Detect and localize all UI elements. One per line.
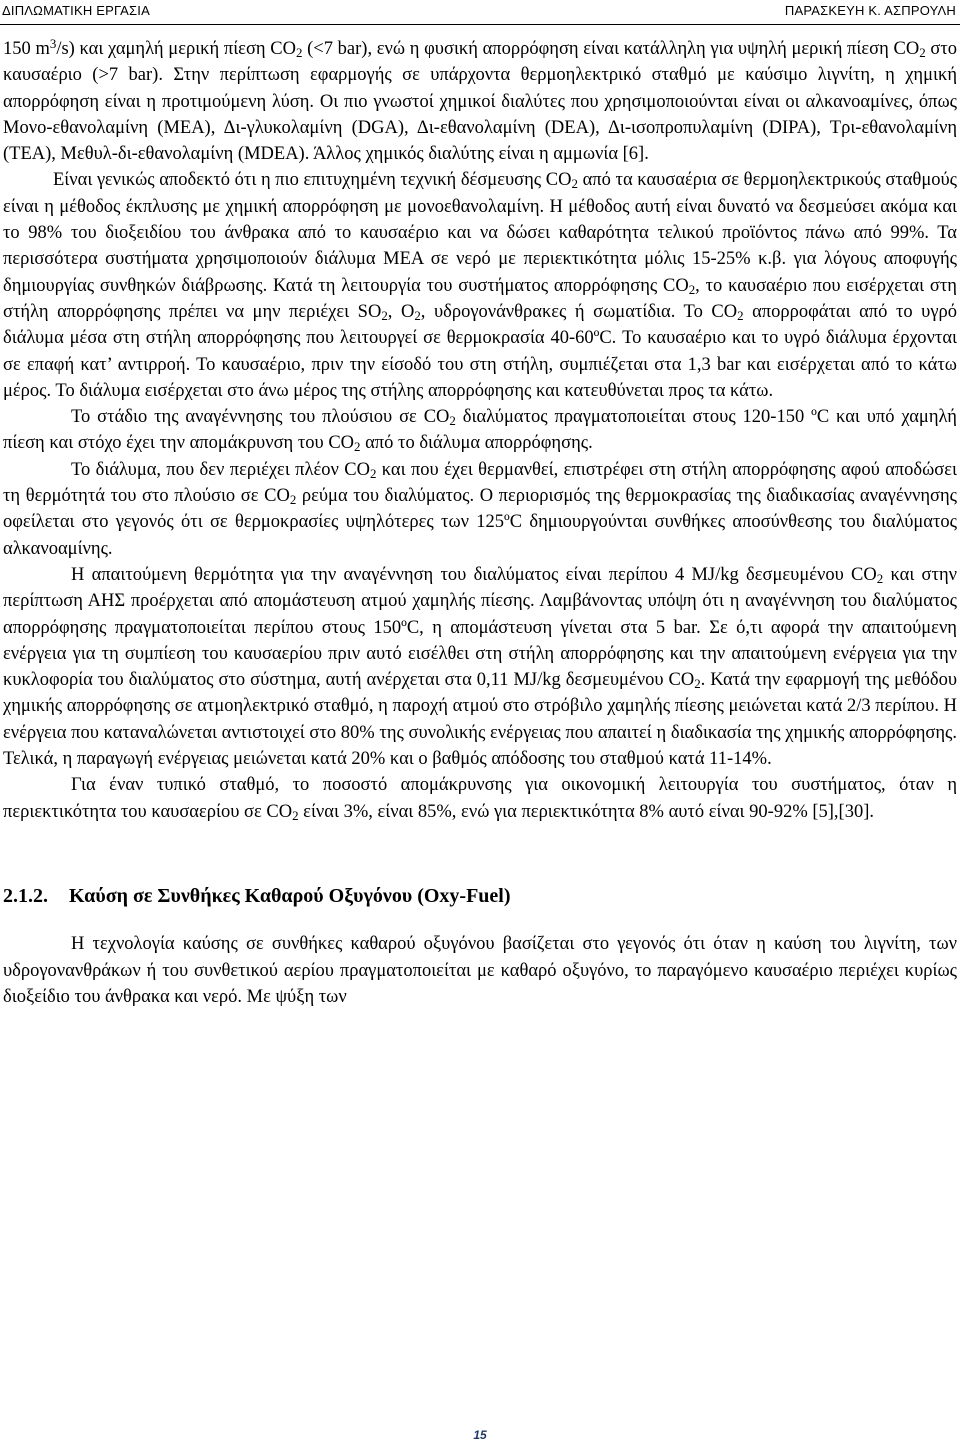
document-body [3, 36, 957, 1010]
header-author-name: ΠΑΡΑΣΚΕΥΗ Κ. ΑΣΠΡΟΥΛΗ [784, 3, 956, 18]
paragraph-7: Η τεχνολογία καύσης σε συνθήκες καθαρού οξυγόνου βασίζεται στο γεγονός ότι όταν η καύση του λιγνίτη, των υδρογονανθράκων ή του συνθετικού αερίου πραγματοποιείται με καθαρό οξυγόνο, το παραγόμενο καυσαέριο περιέχει κυρίως διοξείδιο του άνθρακα και νερό. Με ψύξη των [3, 934, 957, 1007]
section-heading [3, 883, 957, 909]
spacer [3, 825, 957, 883]
spacer [3, 909, 957, 931]
paragraph-4: Το διάλυμα, που δεν περιέχει πλέον $CO_2$ και που έχει θερμανθεί, επιστρέφει στη στήλη απορρόφησης αφού αποδώσει τη θερμότητά του στο πλούσιο σε $CO_2$ ρεύμα του διαλύματος. Ο περιορισμός της θερμοκρασίας της διαδικασίας αναγέννησης οφείλεται στο γεγονός ότι σε θερμοκρασίες υψηλότερες των 125ºC δημιουργούνται συνθήκες αποσύνθεσης του διαλύματος αλκανοαμίνης. [3, 459, 958, 559]
section-title: Καύση σε Συνθήκες Καθαρού Οξυγόνου (Oxy-Fuel) [69, 884, 511, 907]
paragraph-5: Η απαιτούμενη θερμότητα για την αναγέννηση του διαλύματος είναι περίπου 4 MJ/kg δεσμευμένου $CO_2$ και στην περίπτωση ΑΗΣ προέρχεται από απομάστευση ατμού χαμηλής πίεσης. Λαμβάνοντας υπόψη ότι η αναγέννηση του διαλύματος απορρόφησης πραγματοποιείται περίπου στους 150ºC, η απομάστευση γίνεται στα 5 bar. Σε ό,τι αφορά την απαιτούμενη ενέργεια για τη συμπίεση του καυσαερίου πριν αυτό εισέλθει στη στήλη απορρόφησης και την απαιτούμενη ενέργεια για την κυκλοφορία του διαλύματος στο σύστημα, αυτή ανέρχεται στα 0,11 MJ/kg δεσμευμένου $CO_2$. Κατά την εφαρμογή της μεθόδου χημικής απορρόφησης σε ατμοηλεκτρικό σταθμό, η παροχή ατμού στο στρόβιλο χαμηλής πίεσης μειώνεται κατά 2/3 περίπου. Η ενέργεια που καταναλώνεται αντιστοιχεί στο 80% της συνολικής ενέργειας που απαιτεί η διαδικασία της χημικής απορρόφησης. Τελικά, η παραγωγή ενέργειας μειώνεται κατά 20% και ο βαθμός απόδοσης του σταθμού κατά 11-14%. [3, 564, 957, 770]
paragraph-6: Για έναν τυπικό σταθμό, το ποσοστό απομάκρυνσης για οικονομική λειτουργία του συστήματος, όταν η περιεκτικότητα του καυσαερίου σε $CO_2$ είναι 3%, είναι 85%, ενώ για περιεκτικότητα 8% αυτό είναι 90-92% [5],[30]. [3, 775, 957, 823]
paragraph-1: 150 $m^3/s$) και χαμηλή μερική πίεση $CO_2$ (<7 bar), ενώ η φυσική απορρόφηση είναι κατάλληλη για υψηλή μερική πίεση $CO_2$ στο καυσαέριο (>7 bar). Στην περίπτωση εφαρμογής σε υπάρχοντα θερμοηλεκτρικό σταθμό με καύσιμο λιγνίτη, η χημική απορρόφηση είναι η προτιμούμενη λύση. Οι πιο γνωστοί χημικοί διαλύτες που χρησιμοποιούνται είναι οι αλκανοαμίνες, όπως Μονο-εθανολαμίνη (ΜΕΑ), Δι-γλυκολαμίνη (DGA), Δι-εθανολαμίνη (DEA), Δι-ισοπροπυλαμίνη (DIPA), Τρι-εθανολαμίνη (TEA), Μεθυλ-δι-εθανολαμίνη (MDEA). Άλλος χημικός διαλύτης είναι η αμμωνία [6]. [3, 36, 958, 165]
page-header [0, 0, 960, 25]
page-number: 15 [473, 1428, 487, 1442]
header-thesis-label: ΔΙΠΛΩΜΑΤΙΚΗ ΕΡΓΑΣΙΑ [2, 3, 150, 18]
paragraph-2: Είναι γενικώς αποδεκτό ότι η πιο επιτυχημένη τεχνική δέσμευσης $CO_2$ από τα καυσαέρια σε θερμοηλεκτρικούς σταθμούς είναι η μέθοδος έκπλυσης με χημική απορρόφηση με μονοεθανολαμίνη. Η μέθοδος αυτή είναι δυνατό να δεσμεύσει ακόμα και το 98% του διοξειδίου του άνθρακα από το καυσαέριο και να δώσει καθαρότητα τελικού προϊόντος πάνω από 99%. Τα περισσότερα συστήματα χρησιμοποιούν διάλυμα ΜΕΑ σε νερό με περιεκτικότητα μόλις 15-25% κ.β. για λόγους αποφυγής δημιουργίας συνθηκών διάβρωσης. Κατά τη λειτουργία του συστήματος απορρόφησης $CO_2$, το καυσαέριο που εισέρχεται στη στήλη απορρόφησης πρέπει να μην περιέχει $SO_2$, $O_2$, υδρογονάνθρακες ή σωματίδια. Το $CO_2$ απορροφάται από το υγρό διάλυμα μέσα στη στήλη απορρόφησης που λειτουργεί σε θερμοκρασία 40-60ºC. Το καυσαέριο και το υγρό διάλυμα έρχονται σε επαφή κατ’ αντιρροή. Το καυσαέριο, πριν την είσοδό του στη στήλη, συμπιέζεται στα 1,3 bar και εισέρχεται από το κάτω μέρος. Το διάλυμα εισέρχεται στο άνω μέρος της στήλης απορρόφησης και κατευθύνεται προς τα κάτω. [3, 170, 957, 401]
section-number: 2.1.2. [3, 884, 48, 907]
paragraph-3: Το στάδιο της αναγέννησης του πλούσιου σε $CO_2$ διαλύματος πραγματοποιείται στους 120-150 ºC και υπό χαμηλή πίεση και στόχο έχει την απομάκρυνση του $CO_2$ από το διάλυμα απορρόφησης. [3, 407, 957, 455]
